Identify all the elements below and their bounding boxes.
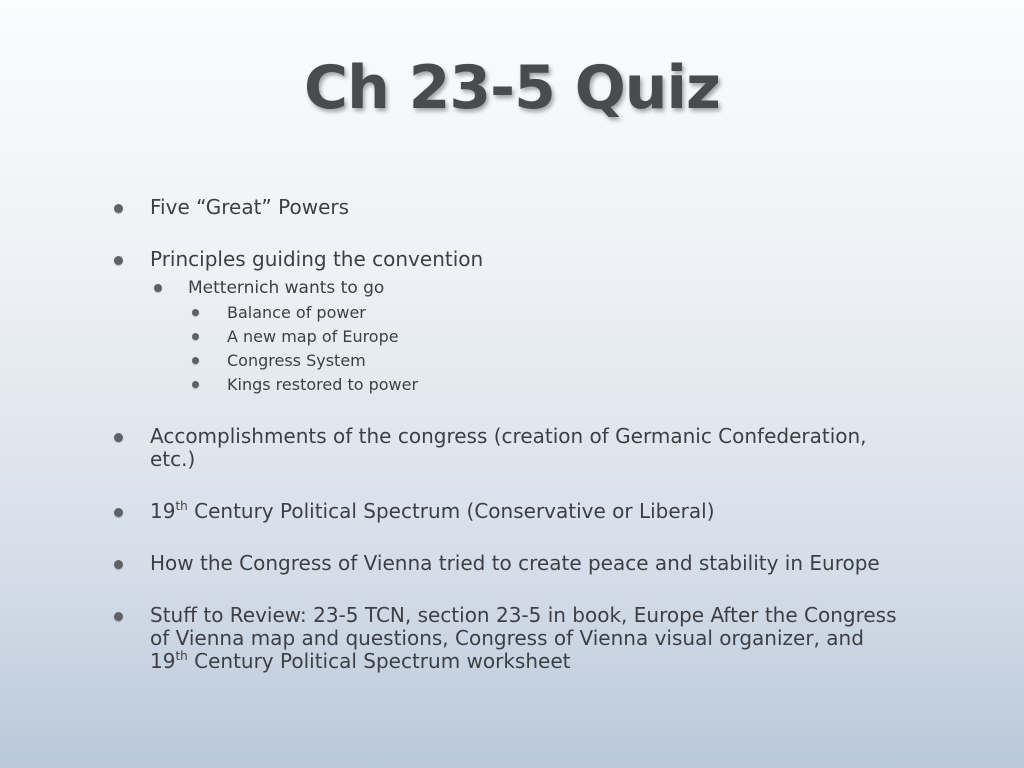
bullet-dot [192,381,199,388]
slide-content [110,196,900,702]
sub-sub-bullet-item [188,349,900,373]
ordinal-suffix: th [175,649,188,663]
sub-bullet-item [150,277,900,397]
bullet-text: Principles guiding the convention [150,247,484,271]
sub-sub-bullet-list [188,301,900,397]
bullet-dot [192,357,199,364]
review-text-part1: Stuff to Review: 23-5 TCN, section 23-5 in book, Europe After the Congress of Vienna map and questions, Congress of Vienna visual organizer, and 19 [150,603,897,673]
bullet-text: Accomplishments of the congress (creation of Germanic Confederation, etc.) [150,424,867,471]
bullet-item [110,500,900,523]
sub-sub-bullet-item [188,373,900,397]
bullet-text: Five “Great” Powers [150,195,350,219]
bullet-dot [192,333,199,340]
bullet-dot [114,508,123,517]
sub-bullet-list [150,277,900,397]
sub-sub-bullet-text: Balance of power [227,303,366,322]
bullet-list [110,196,900,673]
sub-sub-bullet-text: A new map of Europe [227,327,399,346]
bullet-dot [154,284,162,292]
century-number: 19 [150,499,176,523]
bullet-item [110,196,900,219]
bullet-text: How the Congress of Vienna tried to create peace and stability in Europe [150,551,880,575]
bullet-item [110,425,900,471]
bullet-dot [114,256,123,265]
ordinal-suffix: th [175,499,188,513]
sub-sub-bullet-item [188,325,900,349]
bullet-dot [114,560,123,569]
bullet-text [150,603,897,673]
bullet-item [110,604,900,673]
sub-sub-bullet-text: Congress System [227,351,366,370]
slide-title: Ch 23-5 Quiz [304,53,720,123]
sub-sub-bullet-text: Kings restored to power [227,375,419,394]
bullet-item [110,248,900,397]
bullet-dot [192,309,199,316]
bullet-dot [114,433,123,442]
sub-bullet-text: Metternich wants to go [188,278,385,298]
sub-sub-bullet-item [188,301,900,325]
review-text-part2: Century Political Spectrum worksheet [187,649,571,673]
bullet-text [150,499,715,523]
bullet-dot [114,204,123,213]
bullet-item [110,552,900,575]
bullet-dot [114,612,123,621]
bullet-text-rest: Century Political Spectrum (Conservative or Liberal) [187,499,715,523]
